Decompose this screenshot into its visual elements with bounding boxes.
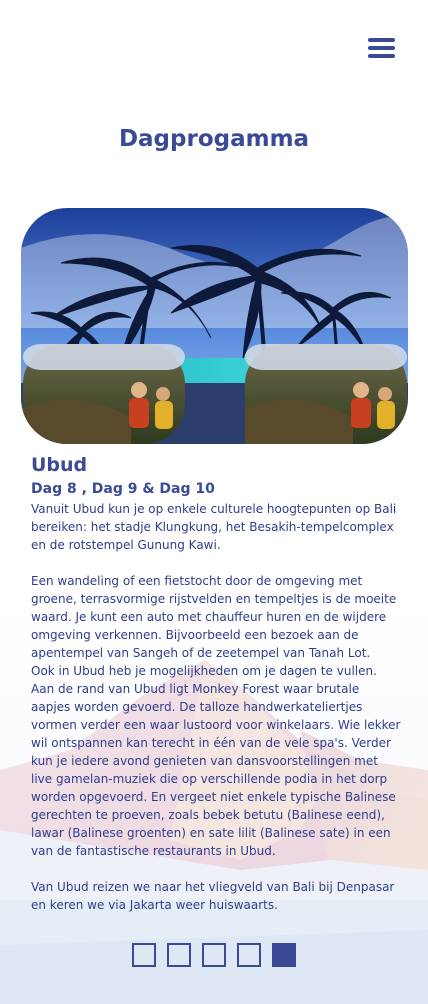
page-dot-1[interactable] [132,943,156,967]
page-dot-2[interactable] [167,943,191,967]
page-dot-4[interactable] [237,943,261,967]
description-paragraph: Ook in Ubud heb je mogelijkheden om je dagen te vullen. Aan de rand van Ubud ligt Monkey Forest waar brutale aapjes worden gevoerd. De talloze handwerkateliertjes vormen verder een waar lustoord voor winkelaars. Wie lekker wil ontspannen kan terecht in één van de vele spa's. Verder kun je iedere avond genieten van dansvoorstellingen met live gamelan-muziek die op verschillende podia in het dorp worden opgevoerd. En vergeet niet enkele typische Balinese gerechten te proeven, zoals bebek betutu (Balinese eend), lawar (Balinese groenten) en sate lilit (Balinese sate) in een van de fantastische restaurants in Ubud. [31,664,401,858]
description-paragraph: Van Ubud reizen we naar het vliegveld van Bali bij Denpasar en keren we via Jakarta weer huiswaarts. [31,880,395,912]
destination-description [31,500,401,914]
description-paragraph: Vanuit Ubud kun je op enkele culturele hoogtepunten op Bali bereiken: het stadje Klungkung, het Besakih-tempelcomplex en de rotstempel Gunung Kawi. [31,502,397,552]
page-dot-3[interactable] [202,943,226,967]
hero-image [21,208,408,444]
page-title: Dagprogamma [118,126,310,152]
destination-days: Dag 8 , Dag 9 & Dag 10 [31,481,215,497]
menu-line [368,54,395,58]
menu-line [368,46,395,50]
description-paragraph: Een wandeling of een fietstocht door de omgeving met groene, terrasvormige rijstvelden en tempeltjes is de moeite waard. Je kunt een auto met chauffeur huren en de wijdere omgeving verkennen. Bijvoorbeeld een bezoek aan de apentempel van Sangeh of de zeetempel van Tanah Lot. [31,574,397,660]
destination-name: Ubud [31,454,88,476]
menu-line [368,38,395,42]
page-dot-5[interactable] [272,943,296,967]
hamburger-menu-icon[interactable] [366,38,398,64]
